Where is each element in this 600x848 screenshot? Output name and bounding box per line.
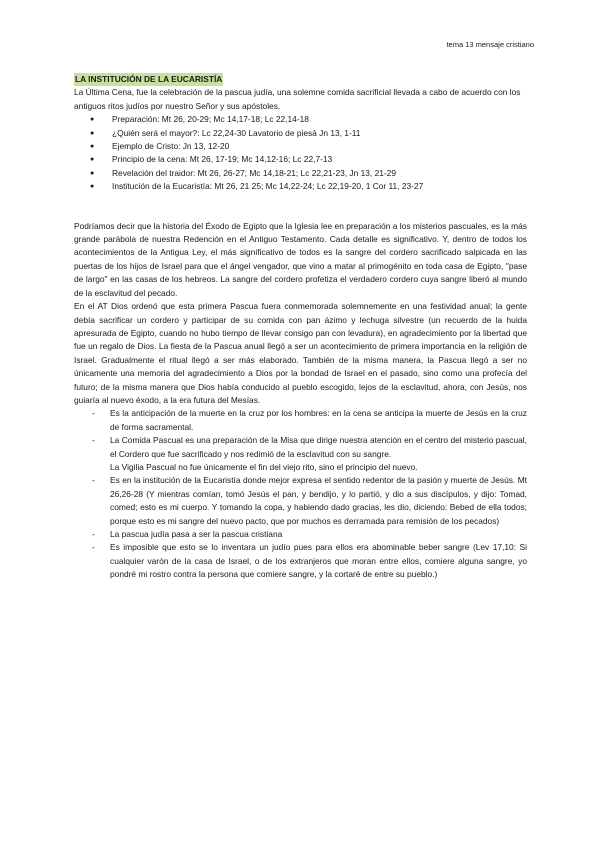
reference-item: ● ¿Quién será el mayor?: Lc 22,24-30 Lavatorio de piesá Jn 13, 1-11 [90,127,527,140]
point-text: La Comida Pascual es una preparación de la Misa que dirige nuestra atención en el centro del misterio pascual, el Cordero que fue sacrificado y nos redimió de la esclavitud con su sangre. [110,435,527,459]
points-list [74,407,527,581]
point-item [92,541,527,581]
point-item [92,407,527,434]
spacer [74,207,527,220]
exodus-paragraph: Podríamos decir que la historia del Éxodo de Egipto que la Iglesia lee en preparación a los misterios pascuales, es la más grande parábola de nuestra Redención en el Antiguo Testamento. Cada detalle es significativo. Y, dentro de todos los acontecimientos de la Antigua Ley, el más significativo de todos es la sangre del cordero sacrificado salpicada en las puertas de los hijos de Israel para que el ángel vengador, que vino a matar al primogénito en toda casa de Egipto, "pase de largo" en las casas de los hebreos. La sangre del cordero profetiza el verdadero cordero cuya sangre liberó al mundo de la esclavitud del pecado. [74,220,527,298]
spacer [74,194,527,207]
reference-item: ● Institución de la Eucaristía: Mt 26, 21 25; Mc 14,22-24; Lc 22,19-20, 1 Cor 11, 23-27 [90,180,527,193]
passover-paragraph: En el AT Dios ordenó que esta primera Pascua fuera conmemorada solemnemente en una festividad anual; la gente debía sacrificar un cordero y participar de su comida con pan ázimo y lechuga silvestre (un recuerdo de la huida apresurada de Egipto, cuando no hubo tiempo de llevar consigo pan con levadura), en agradecimiento por la libertad que fue un regalo de Dios. La fiesta de la Pascua anual llegó a ser un acontecimiento de primera importancia en la religión de Israel. Gradualmente el ritual llegó a ser más elaborado. También de la misma manera, la Pascua llegó a ser no únicamente una memoria del agradecimiento a Dios por la bondad de Israel en el pasado, sino como una profecía del futuro; de la misma manera que Dios había conducido al pueblo escogido, lejos de la esclavitud, ahora, con Jesús, nos guiaría al nuevo éxodo, a la era futura del Mesías. [74,301,527,405]
document-title: LA INSTITUCIÓN DE LA EUCARISTÍA [74,73,223,86]
reference-list [74,113,527,193]
reference-item: ● Ejemplo de Cristo: Jn 13, 12-20 [90,140,527,153]
header-tag: tema 13 mensaje cristiano [446,40,534,49]
point-text: Es la anticipación de la muerte en la cruz por los hombres: en la cena se anticipa la muerte de Jesús en la cruz de forma sacramental. [110,408,527,432]
intro-paragraph: La Última Cena, fue la celebración de la pascua judía, una solemne comida sacrificial llevada a cabo de acuerdo con los antiguos ritos judíos por nuestro Señor y sus apóstoles. [74,87,521,111]
point-subtext: La Vigilia Pascual no fue únicamente el fin del viejo rito, sino el principio del nuevo. [110,461,418,472]
reference-item: ● Revelación del traidor: Mt 26, 26-27; Mc 14,18-21; Lc 22,21-23, Jn 13, 21-29 [90,167,527,180]
point-item [92,474,527,528]
point-item [92,528,527,541]
point-text: Es imposible que esto se lo inventara un judío pues para ellos era abominable beber sangre (Lev 17,10: Si cualquier varón de la casa de Israel, o de los extranjeros que moran entre ellos, comiere alguna sangre, yo pondré mi rostro contra la persona que comiere sangre, y la cortaré de entre su pueblo.) [110,542,527,580]
point-text: Es en la institución de la Eucaristía donde mejor expresa el sentido redentor de la pasión y muerte de Jesús. Mt 26,26-28 (Y mientras comían, tomó Jesús el pan, y bendijo, y lo partió, y dio a sus discípulos, y dijo: Tomad, comed; esto es mi cuerpo. Y tomando la copa, y habiendo dado gracias, les dio, diciendo: Bebed de ella todos; porque esto es mi sangre del nuevo pacto, que por muchos es derramada para remisión de los pecados) [110,475,527,526]
point-text: La pascua judía pasa a ser la pascua cristiana [110,529,283,539]
reference-item: ● Preparación: Mt 26, 20-29; Mc 14,17-18; Lc 22,14-18 [90,113,527,126]
reference-item: ● Principio de la cena: Mt 26, 17-19; Mc 14,12-16; Lc 22,7-13 [90,153,527,166]
point-item [92,434,527,474]
document-body [74,73,527,582]
